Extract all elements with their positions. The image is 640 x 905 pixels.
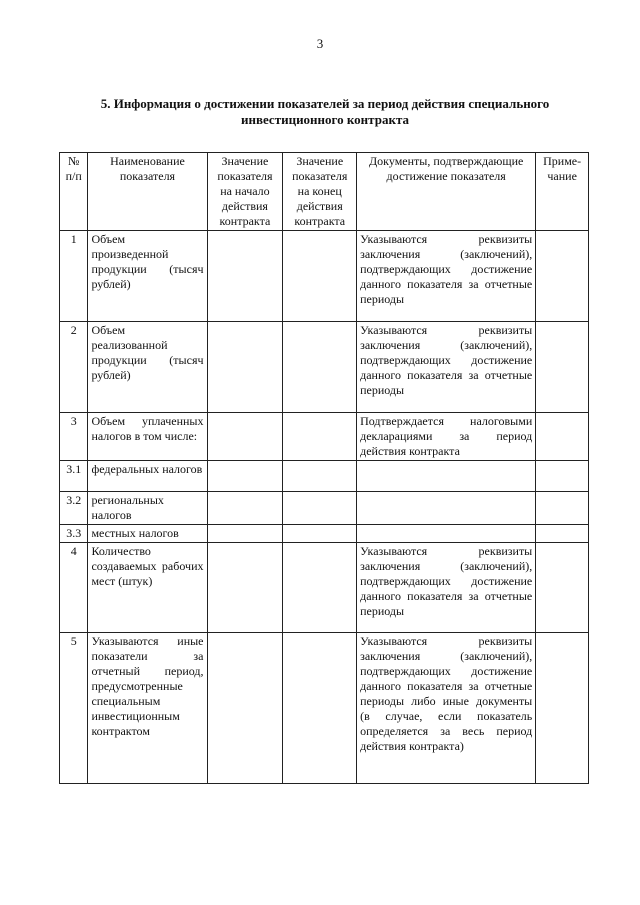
- indicator-name: Количество создаваемых рабочих мест (штук): [88, 543, 207, 633]
- table-header-row: [60, 153, 589, 231]
- indicator-name: местных налогов: [88, 525, 207, 543]
- note-cell: [536, 525, 589, 543]
- row-number: 5: [60, 633, 88, 784]
- table-row: [60, 322, 589, 413]
- documents-cell: Подтверждается налоговыми декларациями за период действия контракта: [357, 413, 536, 461]
- table-row: [60, 525, 589, 543]
- row-number: 3.2: [60, 492, 88, 525]
- note-cell: [536, 633, 589, 784]
- start-value-cell: [207, 413, 283, 461]
- indicators-table: [59, 152, 589, 784]
- table-row: [60, 543, 589, 633]
- indicator-name: Объем произведенной продукции (тысяч рублей): [88, 231, 207, 322]
- end-value-cell: [283, 231, 357, 322]
- row-number: 3: [60, 413, 88, 461]
- documents-cell: Указываются реквизиты заключения (заключений), подтверждающих достижение данного показателя за отчетные периоды либо иные документы (в случае, если показатель определяется за весь период действия контракта): [357, 633, 536, 784]
- row-number: 3.1: [60, 461, 88, 492]
- indicator-name: Указываются иные показатели за отчетный период, предусмотренные специальным инвестиционным контрактом: [88, 633, 207, 784]
- start-value-cell: [207, 633, 283, 784]
- documents-cell: Указываются реквизиты заключения (заключений), подтверждающих достижение данного показателя за отчетные периоды: [357, 543, 536, 633]
- note-cell: [536, 492, 589, 525]
- start-value-cell: [207, 543, 283, 633]
- documents-cell: Указываются реквизиты заключения (заключений), подтверждающих достижение данного показателя за отчетные периоды: [357, 322, 536, 413]
- end-value-cell: [283, 492, 357, 525]
- table-row: [60, 231, 589, 322]
- end-value-cell: [283, 543, 357, 633]
- table-row: [60, 461, 589, 492]
- table-row: [60, 413, 589, 461]
- end-value-cell: [283, 461, 357, 492]
- table-row: [60, 633, 589, 784]
- row-number: 4: [60, 543, 88, 633]
- indicator-name: Объем реализованной продукции (тысяч рублей): [88, 322, 207, 413]
- end-value-cell: [283, 525, 357, 543]
- header-num: № п/п: [60, 153, 88, 231]
- documents-cell: [357, 525, 536, 543]
- indicator-name: Объем уплаченных налогов в том числе:: [88, 413, 207, 461]
- note-cell: [536, 231, 589, 322]
- note-cell: [536, 543, 589, 633]
- row-number: 2: [60, 322, 88, 413]
- indicator-name: региональных налогов: [88, 492, 207, 525]
- start-value-cell: [207, 461, 283, 492]
- section-title: 5. Информация о достижении показателей за период действия специального инвестиционного контракта: [100, 96, 550, 127]
- documents-cell: Указываются реквизиты заключения (заключений), подтверждающих достижение данного показателя за отчетные периоды: [357, 231, 536, 322]
- header-documents: Документы, подтверждающие достижение показателя: [357, 153, 536, 231]
- header-name: Наименование показателя: [88, 153, 207, 231]
- start-value-cell: [207, 492, 283, 525]
- row-number: 3.3: [60, 525, 88, 543]
- start-value-cell: [207, 322, 283, 413]
- documents-cell: [357, 461, 536, 492]
- note-cell: [536, 322, 589, 413]
- indicator-name: федеральных налогов: [88, 461, 207, 492]
- end-value-cell: [283, 322, 357, 413]
- table-row: [60, 492, 589, 525]
- end-value-cell: [283, 633, 357, 784]
- header-note: Приме-чание: [536, 153, 589, 231]
- start-value-cell: [207, 231, 283, 322]
- start-value-cell: [207, 525, 283, 543]
- header-start-value: Значение показателя на начало действия контракта: [207, 153, 283, 231]
- row-number: 1: [60, 231, 88, 322]
- page-number: 3: [316, 36, 324, 51]
- note-cell: [536, 461, 589, 492]
- note-cell: [536, 413, 589, 461]
- end-value-cell: [283, 413, 357, 461]
- documents-cell: [357, 492, 536, 525]
- header-end-value: Значение показателя на конец действия контракта: [283, 153, 357, 231]
